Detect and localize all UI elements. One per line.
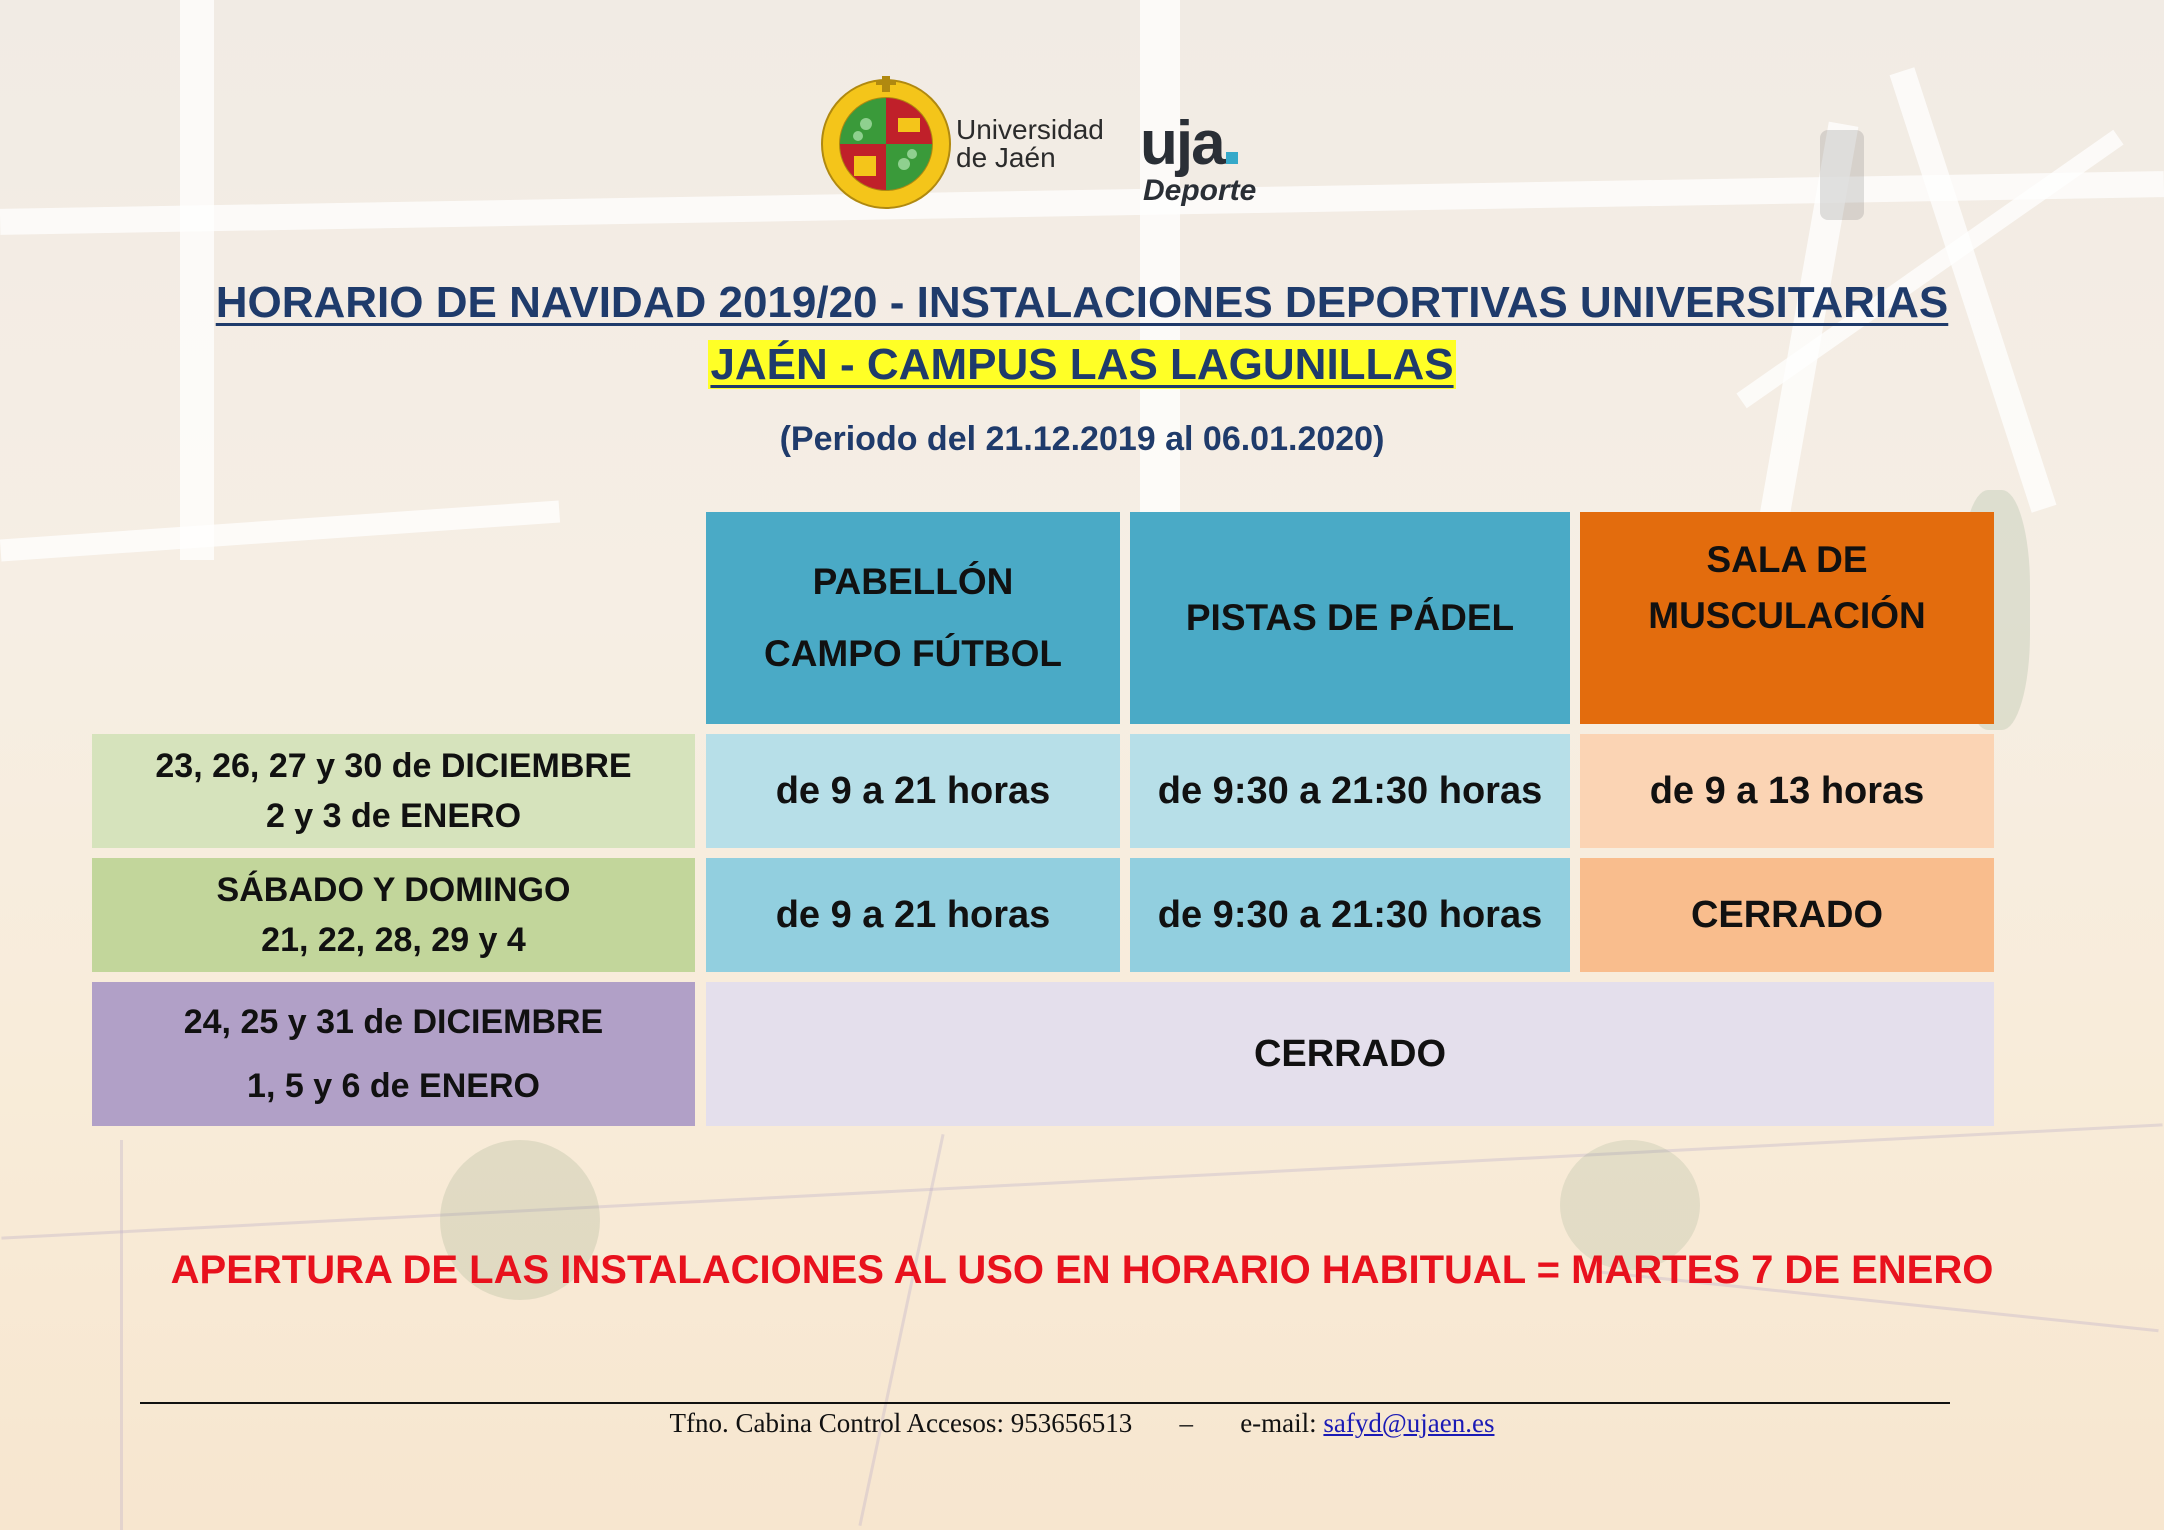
cell-weekdays-pabellon: de 9 a 21 horas (706, 734, 1120, 848)
logo-area (818, 70, 1268, 220)
footer-divider (140, 1402, 1950, 1404)
cell-weekdays-padel: de 9:30 a 21:30 horas (1130, 734, 1570, 848)
cell-weekdays-sala: de 9 a 13 horas (1580, 734, 1994, 848)
uja-logo: uja (1140, 114, 1238, 174)
row-label-weekdays: 23, 26, 27 y 30 de DICIEMBRE 2 y 3 de ENERO (92, 734, 695, 848)
university-name: Universidad de Jaén (956, 114, 1104, 173)
footer-email-link[interactable]: safyd@ujaen.es (1323, 1408, 1495, 1438)
reopening-notice: APERTURA DE LAS INSTALACIONES AL USO EN HORARIO HABITUAL = MARTES 7 DE ENERO (170, 1248, 1994, 1292)
footer-contact (0, 1408, 2164, 1439)
page-title: HORARIO DE NAVIDAD 2019/20 - INSTALACIONES DEPORTIVAS UNIVERSITARIAS (215, 278, 1949, 327)
uja-deporte-label: Deporte (1143, 174, 1257, 207)
footer-phone: Tfno. Cabina Control Accesos: 953656513 (669, 1408, 1133, 1438)
row-label-weekend: SÁBADO Y DOMINGO 21, 22, 28, 29 y 4 (92, 858, 695, 972)
campus-subtitle: JAÉN - CAMPUS LAS LAGUNILLAS (710, 340, 1454, 389)
cell-weekend-pabellon: de 9 a 21 horas (706, 858, 1120, 972)
uja-dot-icon (1226, 152, 1238, 164)
footer-separator: – (1179, 1408, 1193, 1438)
row-label-holidays: 24, 25 y 31 de DICIEMBRE 1, 5 y 6 de ENERO (92, 982, 695, 1126)
header-padel: PISTAS DE PÁDEL (1130, 512, 1570, 724)
header-sala-musculacion: SALA DE MUSCULACIÓN (1580, 512, 1994, 724)
university-seal-icon (818, 76, 954, 212)
header-pabellon: PABELLÓN CAMPO FÚTBOL (706, 512, 1120, 724)
cell-weekend-padel: de 9:30 a 21:30 horas (1130, 858, 1570, 972)
cell-holidays-closed: CERRADO (706, 982, 1994, 1126)
footer-email-label: e-mail: (1240, 1408, 1317, 1438)
cell-weekend-sala: CERRADO (1580, 858, 1994, 972)
period-text: (Periodo del 21.12.2019 al 06.01.2020) (779, 420, 1385, 458)
